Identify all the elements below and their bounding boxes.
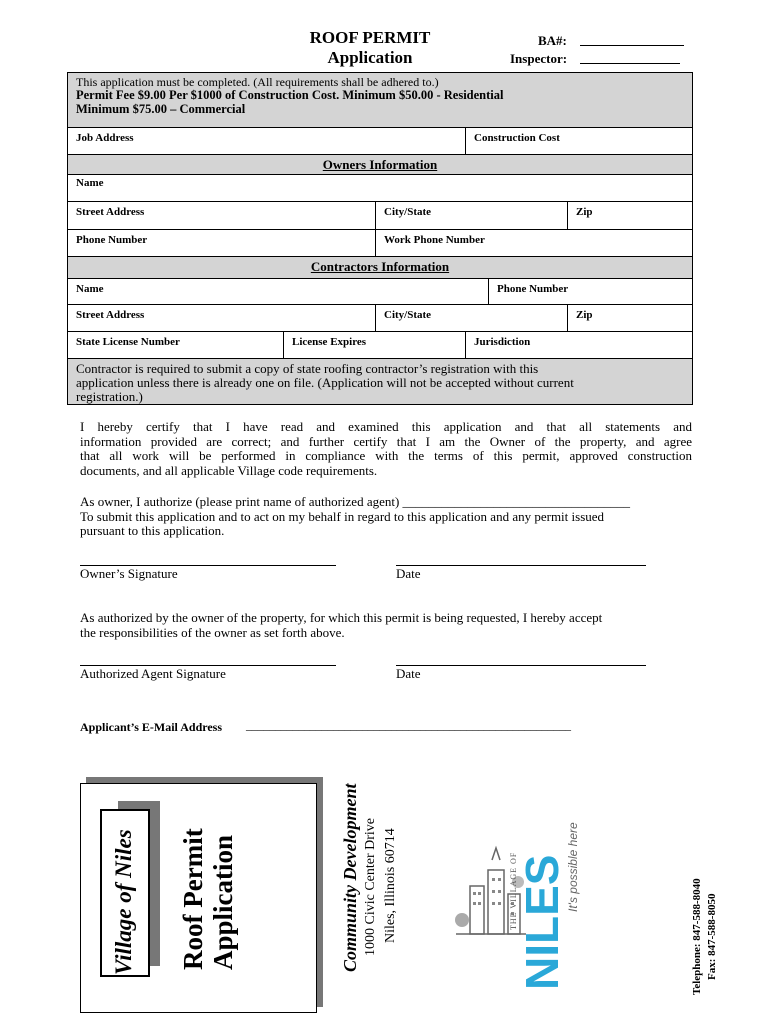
page-title: ROOF PERMIT	[309, 28, 431, 47]
owner-city-label: City/State	[384, 206, 432, 218]
inspector-label: Inspector:	[510, 51, 568, 66]
email-label: Applicant’s E-Mail Address	[80, 720, 223, 734]
fax-text: Fax: 847-588-8050	[706, 893, 718, 980]
ba-number-label: BA#:	[538, 33, 567, 48]
application-form	[67, 72, 693, 405]
village-name: Village of Niles	[111, 829, 136, 975]
telephone-text: Telephone: 847-588-8040	[691, 878, 703, 995]
owner-address-row	[68, 202, 692, 230]
owner-street-label: Street Address	[76, 206, 145, 218]
certify-line-4: documents, and all applicable Village code requirements.	[80, 462, 378, 478]
logo-tagline: It's possible here	[566, 822, 580, 912]
brochure-title-1: Roof Permit	[178, 828, 208, 970]
fee-text: Permit Fee $9.00 Per $1000 of Construction Cost. Minimum $50.00 - Residential	[76, 88, 504, 102]
authorize-line-3: pursuant to this application.	[80, 523, 225, 538]
logo-niles-text: NILES	[516, 854, 568, 990]
owner-name-label: Name	[76, 177, 104, 189]
job-address-field[interactable]	[68, 128, 465, 154]
owner-phone-label: Phone Number	[76, 234, 148, 246]
department-address-2: Niles, Illinois 60714	[383, 828, 398, 943]
owner-city-field[interactable]	[375, 202, 567, 229]
jurisdiction-label: Jurisdiction	[474, 336, 531, 348]
owners-section-heading: Owners Information	[68, 155, 692, 175]
contractor-name-label: Name	[76, 283, 104, 295]
owner-zip-label: Zip	[576, 206, 593, 218]
contractors-section-heading: Contractors Information	[68, 257, 692, 279]
state-license-field[interactable]	[68, 332, 283, 358]
ba-number-field[interactable]	[580, 45, 684, 46]
department-address-1: 1000 Civic Center Drive	[363, 817, 378, 956]
owner-phone-field[interactable]	[68, 230, 375, 256]
agent-signature-label: Authorized Agent Signature	[80, 666, 226, 681]
owner-date-label: Date	[396, 566, 421, 581]
contractor-address-row	[68, 305, 692, 332]
owner-street-field[interactable]	[68, 202, 375, 229]
note-line-3: registration.)	[76, 389, 143, 404]
construction-cost-field[interactable]	[465, 128, 692, 154]
department-name: Community Development	[340, 783, 360, 972]
authorization-paragraph	[80, 495, 692, 539]
inspector-field[interactable]	[580, 63, 680, 64]
contractor-registration-note	[68, 359, 692, 405]
owner-zip-field[interactable]	[567, 202, 692, 229]
state-license-label: State License Number	[76, 336, 180, 348]
agent-line-1: As authorized by the owner of the property, for which this permit is being requested, I hereby accept	[80, 610, 603, 625]
owner-name-field[interactable]	[68, 175, 692, 202]
email-field[interactable]: ________________________________________________________	[246, 718, 571, 732]
owner-date-line[interactable]	[396, 565, 646, 566]
contractor-city-field[interactable]	[375, 305, 567, 331]
construction-cost-label: Construction Cost	[474, 132, 560, 144]
notice-text: This application must be completed. (All requirements shall be adhered to.)	[76, 75, 439, 89]
job-row	[68, 128, 692, 155]
contractor-name-row	[68, 279, 692, 305]
owner-signature-label: Owner’s Signature	[80, 566, 178, 581]
contractor-street-field[interactable]	[68, 305, 375, 331]
contractor-city-label: City/State	[384, 309, 432, 321]
contractor-name-field[interactable]	[68, 279, 488, 304]
agent-date-line[interactable]	[396, 665, 646, 666]
contractor-street-label: Street Address	[76, 309, 145, 321]
authorize-line-2: To submit this application and to act on my behalf in regard to this application and any permit issued	[80, 508, 605, 524]
agent-line-2: the responsibilities of the owner as set forth above.	[80, 624, 345, 640]
contractor-zip-label: Zip	[576, 309, 593, 321]
owner-work-phone-label: Work Phone Number	[384, 234, 485, 246]
contractor-license-row	[68, 332, 692, 359]
owner-phone-row	[68, 230, 692, 257]
certification-paragraph	[80, 420, 692, 478]
certify-line-3: that all work will be performed in compliance with the terms of this permit, approved construction	[80, 448, 692, 463]
jurisdiction-field[interactable]	[465, 332, 692, 358]
license-expires-field[interactable]	[283, 332, 465, 358]
certify-line-2: information provided are correct; and further certify that I am the Owner of the property, and agree	[80, 433, 692, 449]
contractor-phone-label: Phone Number	[497, 283, 569, 295]
contractor-zip-field[interactable]	[567, 305, 692, 331]
owner-work-phone-field[interactable]	[375, 230, 692, 256]
logo-village-text: THE VILLAGE OF	[509, 851, 518, 930]
contractor-phone-field[interactable]	[488, 279, 692, 304]
page-subtitle: Application	[327, 48, 413, 67]
note-line-2: application unless there is already one on file. (Application will not be accepted without current	[76, 375, 574, 390]
agent-paragraph	[80, 611, 692, 640]
agent-date-label: Date	[396, 666, 421, 681]
authorize-line-1[interactable]: As owner, I authorize (please print name of authorized agent) ___________________________________	[80, 494, 631, 509]
license-expires-label: License Expires	[292, 336, 367, 348]
certify-line-1: I hereby certify that I have read and examined this application and that all statements and	[80, 419, 692, 434]
notice-box	[68, 73, 692, 128]
brochure-title-2: Application	[208, 834, 238, 970]
fee-text-commercial: Minimum $75.00 – Commercial	[76, 102, 246, 116]
job-address-label: Job Address	[76, 132, 134, 144]
note-line-1: Contractor is required to submit a copy of state roofing contractor’s registration with this	[76, 361, 539, 376]
